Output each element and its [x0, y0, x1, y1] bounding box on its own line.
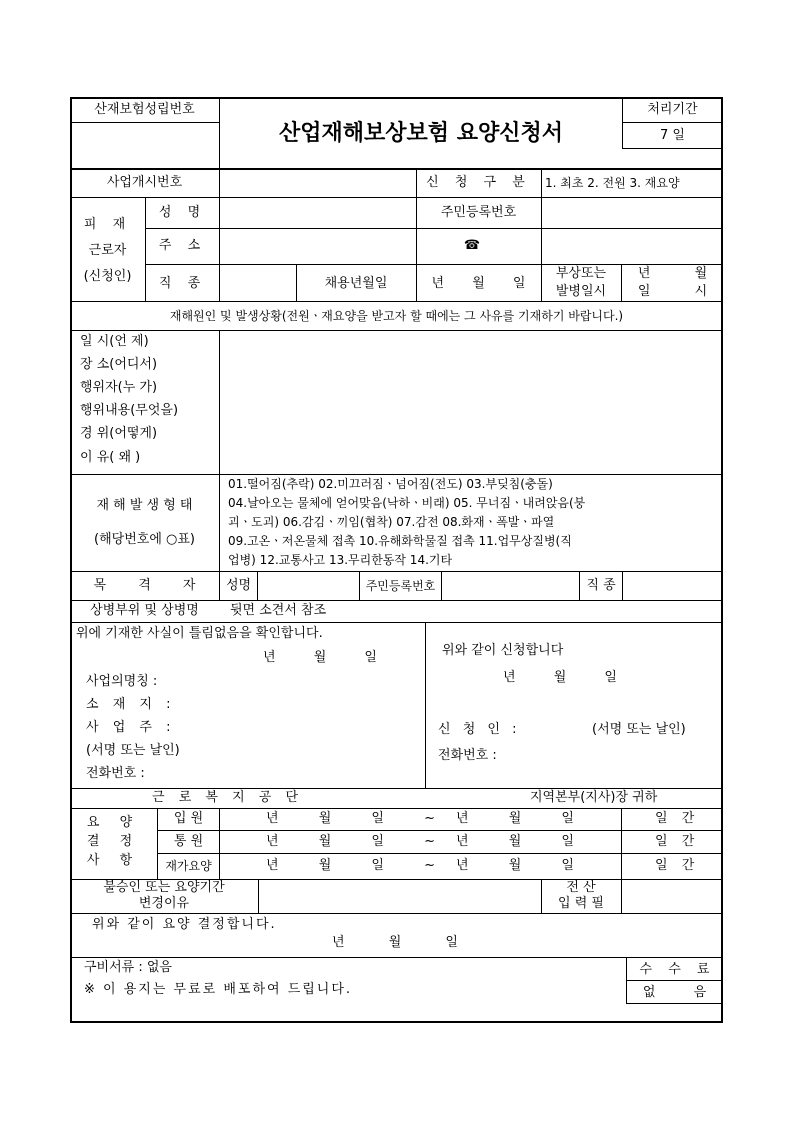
- cause-heading: 재해원인 및 발생상황(전원ㆍ재요양을 받고자 할 때에는 그 사유를 기재하기 바랍니다.): [169, 309, 624, 323]
- processing-period-value: 7 일: [660, 128, 685, 143]
- decision-days-home[interactable]: 일 간: [655, 858, 695, 873]
- phone-icon: ☎: [463, 238, 481, 253]
- witness-name-label: 성명: [225, 578, 252, 593]
- employer-biz-name-label: 사업의명칭 :: [86, 674, 158, 689]
- cause-item-when: 일 시(언 제): [80, 334, 149, 349]
- employer-sign-label: (서명 또는 날인): [86, 743, 180, 758]
- cause-item-why: 이 유( 왜 ): [80, 450, 141, 465]
- decision-type-outpatient: 통 원: [173, 834, 204, 849]
- grid-line: [70, 788, 723, 789]
- hire-date-label: 채용년월일: [324, 276, 388, 291]
- grid-line: [621, 808, 622, 879]
- decision-days-outpatient[interactable]: 일 간: [655, 834, 695, 849]
- grid-line: [145, 228, 723, 229]
- decision-days-inpatient[interactable]: 일 간: [655, 811, 695, 826]
- employer-location-label: 소 재 지 :: [86, 697, 176, 712]
- injury-date-value-2[interactable]: 일 시: [637, 284, 708, 299]
- decision-from-outpatient[interactable]: 년 월 일 ~: [266, 834, 435, 849]
- reject-reason-label-1: 불승인 또는 요양기간: [103, 880, 225, 895]
- decision-statement: 위와 같이 요양 결정합니다.: [92, 917, 277, 932]
- injury-date-label-1: 부상또는: [555, 266, 607, 281]
- accident-type-line[interactable]: 09.고온ㆍ저온물체 접촉 10.유해화학물질 접촉 11.업무상질병(직: [228, 534, 572, 548]
- grid-line: [70, 197, 723, 198]
- accident-type-label-2: (해당번호에 ○표): [94, 532, 195, 547]
- worker-rrn-label: 주민등록번호: [440, 205, 517, 220]
- grid-line: [626, 980, 723, 981]
- cause-item-who: 행위자(누 가): [80, 380, 158, 395]
- applicant-statement: 위와 같이 신청합니다: [442, 643, 564, 658]
- applicant-date[interactable]: 년 월 일: [503, 670, 617, 685]
- free-distribution-note: ※ 이 용지는 무료로 배포하여 드립니다.: [84, 982, 353, 997]
- accident-type-line[interactable]: 괴ㆍ도괴) 06.감김ㆍ끼임(협착) 07.감전 08.화재ㆍ폭발ㆍ파열: [228, 515, 555, 529]
- witness-rrn-label: 주민등록번호: [365, 579, 436, 593]
- worker-rrn-field[interactable]: [542, 199, 722, 227]
- agency-name: 근 로 복 지 공 단: [152, 790, 304, 805]
- witness-label: 목 격 자: [93, 578, 196, 593]
- grid-line: [70, 571, 723, 572]
- processing-period-label: 처리기간: [647, 102, 698, 117]
- grid-line: [157, 830, 723, 831]
- reject-reason-label-2: 변경이유: [138, 896, 190, 911]
- injury-date-value-1[interactable]: 년 월: [637, 266, 708, 281]
- address-label: 주 소: [158, 238, 207, 253]
- grid-line: [622, 122, 723, 123]
- witness-rrn-field[interactable]: [442, 573, 578, 599]
- addressee: 지역본부(지사)장 귀하: [530, 790, 658, 805]
- worker-section-label-3: (신청인): [83, 269, 132, 284]
- employer-confirm-statement: 위에 기재한 사실이 틀림없음을 확인합니다.: [76, 626, 323, 641]
- decision-to-outpatient[interactable]: 년 월 일: [456, 834, 574, 849]
- grid-line: [70, 330, 723, 331]
- employer-confirm-date[interactable]: 년 월 일: [263, 650, 377, 665]
- decision-from-home[interactable]: 년 월 일 ~: [266, 858, 435, 873]
- applicant-label: 신 청 인 :: [438, 722, 521, 737]
- apply-type-label: 신 청 구 분: [426, 175, 531, 190]
- grid-line: [626, 1003, 723, 1004]
- employer-phone-label: 전화번호 :: [86, 766, 145, 781]
- accident-type-label-1: 재 해 발 생 형 태: [96, 498, 193, 513]
- witness-job-field[interactable]: [623, 573, 722, 599]
- worker-section-label-1: 피 재: [83, 217, 132, 232]
- biz-start-field[interactable]: [220, 170, 415, 196]
- applicant-sign-label: (서명 또는 날인): [592, 722, 686, 737]
- reg-no-label: 산재보험성립번호: [94, 102, 195, 117]
- grid-line: [70, 122, 220, 123]
- apply-type-options[interactable]: 1. 최초 2. 전원 3. 재요양: [545, 176, 680, 190]
- grid-line: [70, 622, 723, 623]
- decision-label-2: 결 정: [86, 834, 141, 849]
- grid-line: [157, 853, 723, 854]
- injury-part-value: 뒷면 소견서 참조: [230, 603, 327, 618]
- biz-start-label: 사업개시번호: [106, 175, 183, 190]
- computer-entry-field[interactable]: [622, 881, 722, 912]
- fee-value: 없 음: [642, 985, 707, 1000]
- employer-owner-label: 사 업 주 :: [86, 720, 176, 735]
- decision-to-inpatient[interactable]: 년 월 일: [456, 811, 574, 826]
- decision-label-3: 사 항: [86, 853, 141, 868]
- applicant-phone-label: 전화번호 :: [438, 748, 497, 763]
- worker-job-field[interactable]: [220, 266, 295, 300]
- accident-type-line[interactable]: 업병) 12.교통사고 13.무리한동작 14.기타: [228, 553, 453, 567]
- decision-type-inpatient: 입 원: [173, 811, 204, 826]
- computer-entry-label-1: 전 산: [566, 880, 596, 895]
- grid-line: [70, 913, 723, 914]
- reject-reason-field[interactable]: [259, 881, 540, 912]
- name-label: 성 명: [158, 205, 207, 220]
- grid-line: [70, 808, 723, 809]
- worker-section-label-2: 근로자: [88, 243, 127, 258]
- cause-item-what: 행위내용(무엇을): [80, 403, 179, 418]
- injury-date-label-2: 발병일시: [555, 284, 607, 299]
- form-title: 산업재해보상보험 요양신청서: [279, 120, 563, 146]
- decision-type-home: 재가요양: [165, 859, 212, 873]
- cause-item-how: 경 위(어떻게): [80, 426, 158, 441]
- grid-line: [70, 600, 723, 601]
- witness-name-field[interactable]: [258, 573, 358, 599]
- grid-line: [219, 808, 220, 879]
- decision-date[interactable]: 년 월 일: [332, 935, 458, 950]
- accident-type-line[interactable]: 04.날아오는 물체에 얻어맞음(낙하ㆍ비래) 05. 무너짐ㆍ내려앉음(붕: [228, 496, 586, 510]
- grid-line: [145, 264, 723, 265]
- cause-description-field[interactable]: [220, 332, 722, 473]
- decision-label-1: 요 양: [86, 815, 141, 830]
- accident-type-line[interactable]: 01.떨어짐(추락) 02.미끄러짐ㆍ넘어짐(전도) 03.부딪침(충돌): [228, 477, 553, 491]
- grid-line: [622, 148, 723, 149]
- job-label: 직 종: [158, 276, 207, 291]
- grid-line: [70, 301, 723, 302]
- injury-part-label: 상병부위 및 상병명: [90, 603, 199, 618]
- required-docs: 구비서류 : 없음: [84, 960, 172, 975]
- fee-label: 수 수 료: [639, 962, 710, 977]
- computer-entry-label-2: 입 력 필: [558, 896, 604, 911]
- decision-to-home[interactable]: 년 월 일: [456, 858, 574, 873]
- decision-from-inpatient[interactable]: 년 월 일 ~: [266, 811, 435, 826]
- witness-job-label: 직 종: [586, 578, 616, 593]
- hire-date-value[interactable]: 년 월 일: [431, 276, 526, 291]
- cause-item-where: 장 소(어디서): [80, 357, 158, 372]
- grid-line: [425, 622, 426, 788]
- worker-name-field[interactable]: [220, 199, 415, 227]
- grid-line: [70, 474, 723, 475]
